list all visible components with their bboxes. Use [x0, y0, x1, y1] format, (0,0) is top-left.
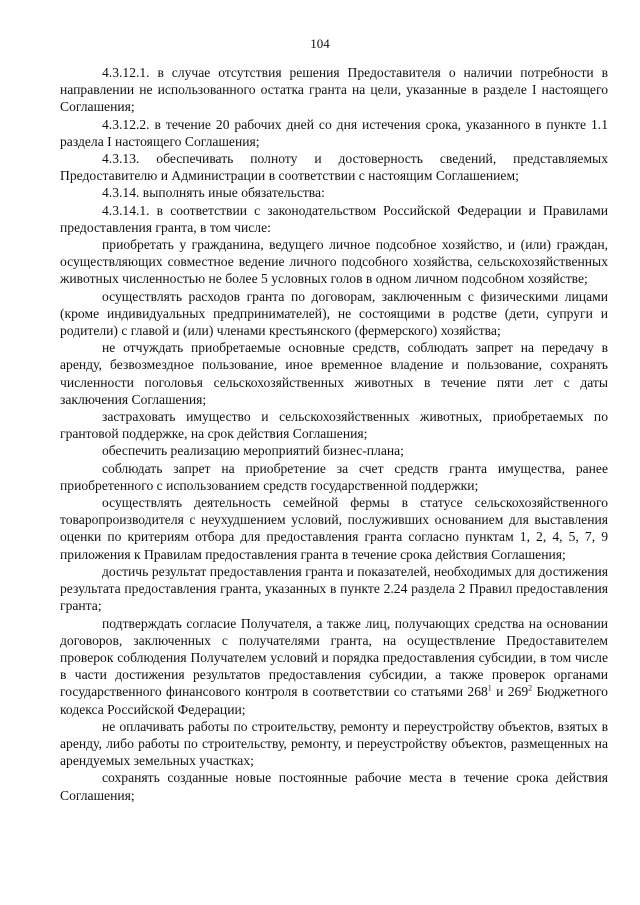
paragraph-obligation: достичь результат предоставления гранта и показателей, необходимых для достижения результата предоставления гранта, указанных в пункте 2.24 раздела 2 Правил предоставления гранта;	[60, 563, 608, 614]
paragraph-text: и 269	[491, 684, 529, 700]
paragraph-obligation: приобретать у гражданина, ведущего личное подсобное хозяйство, и (или) граждан, осуществляющих совместное ведение личного подсобного хозяйства, сельскохозяйственных животных численностью не более 5 условных голов в одном личном подсобном хозяйстве;	[60, 237, 608, 287]
superscript: 1	[487, 683, 492, 693]
paragraph-obligation: обеспечить реализацию мероприятий бизнес-плана;	[102, 443, 404, 459]
paragraph-text: Бюджетного кодекса Российской Федерации;	[60, 684, 608, 717]
paragraph-obligation: осуществлять расходов гранта по договорам, заключенным с физическими лицами (кроме индивидуальных предпринимателей), не состоящими в родстве (дети, супруги и родители) с главой и (или) членами крестьянского (фермерского) хозяйства;	[60, 288, 608, 339]
document-body	[60, 64, 608, 804]
paragraph-4-3-14: 4.3.14. выполнять иные обязательства:	[102, 185, 325, 201]
paragraph-4-3-13: 4.3.13. обеспечивать полноту и достоверность сведений, представляемых Предоставителю и Администрации в соответствии с настоящим Соглашением;	[60, 151, 608, 184]
paragraph-obligation: застраховать имущество и сельскохозяйственных животных, приобретаемых по грантовой поддержке, на срок действия Соглашения;	[60, 409, 608, 442]
page-number: 104	[310, 36, 330, 51]
paragraph-obligation: не отчуждать приобретаемые основные средств, соблюдать запрет на передачу в аренду, безвозмездное пользование, иное временное владение и пользование, сохранять численности поголовья сельскохозяйственных животных в течение пяти лет с даты заключения Соглашения;	[60, 340, 608, 407]
paragraph-obligation: осуществлять деятельность семейной фермы в статусе сельскохозяйственного товаропроизводителя с неухудшением условий, послуживших основанием для выставления оценки по критериям отбора для предоставления гранта согласно пунктам 1, 2, 4, 5, 7, 9 приложения к Правилам предоставления гранта в течение срока действия Соглашения;	[60, 495, 608, 562]
superscript: 2	[528, 683, 533, 693]
paragraph-4-3-12-2: 4.3.12.2. в течение 20 рабочих дней со дня истечения срока, указанного в пункте 1.1 раздела I настоящего Соглашения;	[60, 116, 608, 149]
paragraph-obligation-budget-code	[60, 615, 608, 718]
paragraph-text: подтверждать согласие Получателя, а также лиц, получающих средства на основании договоров, заключенных с получателями гранта, на осуществление Предоставителем проверок соблюдения Получателем условий и порядка предоставления субсидии, в том числе в части достижения результатов предоставления субсидии, а также проверок органами государственного финансового контроля в соответствии со статьями 268	[60, 615, 608, 700]
paragraph-obligation: сохранять созданные новые постоянные рабочие места в течение срока действия Соглашения;	[60, 770, 608, 803]
paragraph-obligation: не оплачивать работы по строительству, ремонту и переустройству объектов, взятых в аренду, либо работы по строительству, ремонту, и переустройству объектов, размещенных на арендуемых земельных участках;	[60, 718, 608, 769]
paragraph-obligation: соблюдать запрет на приобретение за счет средств гранта имущества, ранее приобретенного с использованием средств государственной поддержки;	[60, 460, 608, 493]
paragraph-4-3-14-1: 4.3.14.1. в соответствии с законодательством Российской Федерации и Правилами предоставления гранта, в том числе:	[60, 202, 608, 235]
paragraph-4-3-12-1: 4.3.12.1. в случае отсутствия решения Предоставителя о наличии потребности в направлении не использованного остатка гранта на цели, указанные в разделе I настоящего Соглашения;	[60, 65, 608, 115]
